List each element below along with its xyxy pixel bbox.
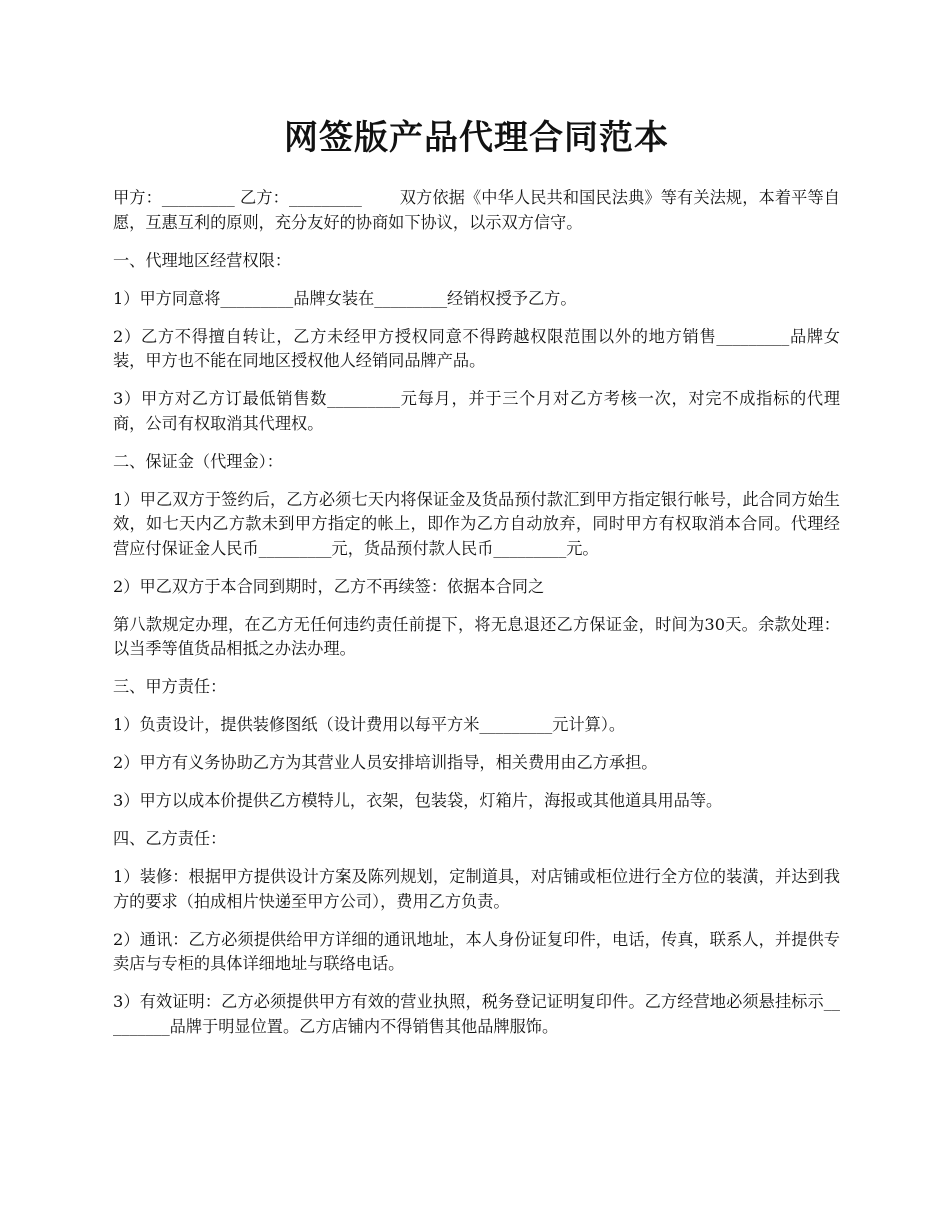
contract-document bbox=[113, 112, 840, 1053]
section-1-clause-3: 3）甲方对乙方订最低销售数_________元每月，并于三个月对乙方考核一次，对完不成指标的代理商，公司有权取消其代理权。 bbox=[113, 389, 840, 433]
section-3-heading: 三、甲方责任： bbox=[113, 677, 227, 696]
section-4-clause-3: 3）有效证明：乙方必须提供甲方有效的营业执照，税务登记证明复印件。乙方经营地必须悬挂标示_________品牌于明显位置。乙方店铺内不得销售其他品牌服饰。 bbox=[113, 992, 840, 1036]
section-1-clause-2: 2）乙方不得擅自转让，乙方未经甲方授权同意不得跨越权限范围以外的地方销售_________品牌女装，甲方也不能在同地区授权他人经销同品牌产品。 bbox=[113, 326, 840, 370]
section-3-clause-1: 1）负责设计，提供装修图纸（设计费用以每平方米_________元计算）。 bbox=[113, 715, 626, 734]
section-3-clause-3: 3）甲方以成本价提供乙方模特儿，衣架，包装袋，灯箱片，海报或其他道具用品等。 bbox=[113, 791, 723, 810]
preamble-paragraph: 甲方：_________ 乙方：_________ 双方依据《中华人民共和国民法典》等有关法规，本着平等自愿，互惠互利的原则，充分友好的协商如下协议，以示双方信守。 bbox=[113, 188, 840, 232]
section-2-clause-2: 2）甲乙双方于本合同到期时，乙方不再续签：依据本合同之 bbox=[113, 576, 545, 596]
section-2-clause-1: 1）甲乙双方于签约后，乙方必须七天内将保证金及货品预付款汇到甲方指定银行帐号，此合同方始生效，如七天内乙方款未到甲方指定的帐上，即作为乙方自动放弃，同时甲方有权取消本合同。代理经营应付保证金人民币_________元，货品预付款人民币_________元。 bbox=[113, 489, 840, 558]
section-3-clause-2: 2）甲方有义务协助乙方为其营业人员安排培训指导，相关费用由乙方承担。 bbox=[113, 753, 658, 772]
section-4-clause-1: 1）装修：根据甲方提供设计方案及陈列规划，定制道具，对店铺或柜位进行全方位的装潢，并达到我方的要求（拍成相片快递至甲方公司），费用乙方负责。 bbox=[113, 867, 840, 911]
section-2-heading: 二、保证金（代理金）： bbox=[113, 451, 283, 471]
section-2-clause-2-continued: 第八款规定办理，在乙方无任何违约责任前提下，将无息退还乙方保证金，时间为30天。余款处理：以当季等值货品相抵之办法办理。 bbox=[113, 614, 840, 658]
document-title: 网签版产品代理合同范本 bbox=[284, 118, 669, 158]
section-4-heading: 四、乙方责任： bbox=[113, 829, 227, 848]
section-1-heading: 一、代理地区经营权限： bbox=[113, 250, 292, 270]
section-1-clause-1: 1）甲方同意将_________品牌女装在_________经销权授予乙方。 bbox=[113, 288, 577, 308]
section-4-clause-2: 2）通讯：乙方必须提供给甲方详细的通讯地址，本人身份证复印件，电话，传真，联系人，并提供专卖店与专柜的具体详细地址与联络电话。 bbox=[113, 929, 840, 973]
